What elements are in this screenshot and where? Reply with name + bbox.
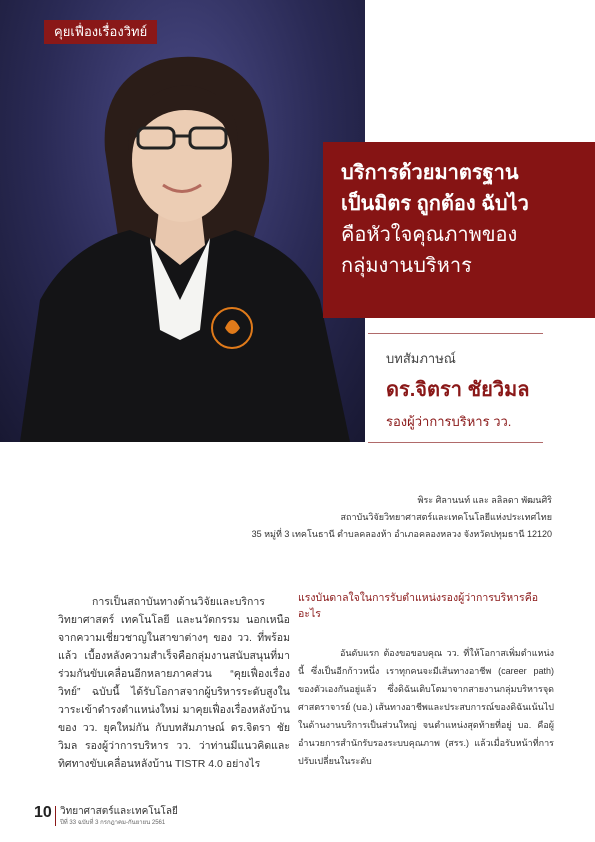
interviewee-name: ดร.จิตรา ชัยวิมล (386, 379, 530, 401)
interviewee-role: รองผู้ว่าการบริหาร วว. (386, 414, 512, 429)
issue-info: ปีที่ 33 ฉบับที่ 3 กรกฎาคม-กันยายน 2561 (60, 820, 166, 826)
title-line-2: เป็นมิตร ถูกต้อง ฉับไว (341, 193, 529, 215)
interview-byline (368, 333, 543, 443)
author-org: สถาบันวิจัยวิทยาศาสตร์และเทคโนโลยีแห่งประเทศไทย (340, 512, 552, 522)
intro-paragraph: การเป็นสถาบันทางด้านวิจัยและบริการวิทยาศาสตร์ เทคโนโลยี และนวัตกรรม นอกเหนือจากความเชี่ยวชาญในสาขาต่างๆ ของ วว. ที่พร้อมแล้ว เบื้องหลังความสำเร็จคือกลุ่มงานสนับสนุนที่มาร่วมกันขับเคลื่อนอีกหลายภาคส่วน “คุยเฟื่องเรื่องวิทย์” ฉบับนี้ ได้รับโอกาสจากผู้บริหารระดับสูงในวาระเข้าดำรงตำแหน่งใหม่ มาคุยเฟื่องเรื่องหลังบ้านของ วว. ยุคใหม่กัน กับบทสัมภาษณ์ ดร.จิตรา ชัยวิมล รองผู้ว่าการบริหาร วว. ว่าท่านมีแนวคิดและทิศทางขับเคลื่อนหลังบ้าน TISTR 4.0 อย่างไร (58, 596, 290, 770)
magazine-name: วิทยาศาสตร์และเทคโนโลยี (60, 806, 178, 817)
author-credits (252, 492, 552, 543)
author-address: 35 หมู่ที่ 3 เทคโนธานี ตำบลคลองห้า อำเภอคลองหลวง จังหวัดปทุมธานี 12120 (251, 529, 552, 539)
title-line-4: กลุ่มงานบริหาร (341, 255, 472, 277)
author-names: พิระ ศิลานนท์ และ ลลิลดา พัฒนศิริ (417, 495, 552, 505)
title-line-3: คือหัวใจคุณภาพของ (341, 224, 518, 246)
question-heading: แรงบันดาลใจในการรับตำแหน่งรองผู้ว่าการบริหารคือ อะไร (298, 592, 539, 620)
section-tag: คุยเฟื่องเรื่องวิทย์ (44, 20, 157, 44)
footer-divider (55, 806, 56, 826)
interview-column (298, 590, 554, 770)
byline-kind: บทสัมภาษณ์ (386, 351, 456, 366)
title-line-1: บริการด้วยมาตรฐาน (341, 162, 519, 184)
answer-paragraph: อันดับแรก ต้องขอขอบคุณ วว. ที่ให้โอกาสเพิ่มตำแหน่งนี้ ซึ่งเป็นอีกก้าวหนึ่ง เราทุกคนจะมีเส้นทางอาชีพ (career path) ของตัวเองกันอยู่แล้ว ซึ่งดิฉันเติบโตมาจากสายงานกลุ่มบริหารจุดศาสตราจารย์ (บอ.) เส้นทางอาชีพและประสบการณ์ของดิฉันเน้นไปในด้านงานบริการเป็นส่วนใหญ่ จนตำแหน่งสุดท้ายที่อยู่ บอ. คือผู้อำนวยการสำนักรับรองระบบคุณภาพ (สรร.) แล้วเมื่อรับหน้าที่การปรับเปลี่ยนในระดับ (298, 648, 554, 766)
portrait-photo (0, 0, 365, 442)
page-number: 10 (34, 804, 52, 821)
article-title (323, 142, 595, 318)
